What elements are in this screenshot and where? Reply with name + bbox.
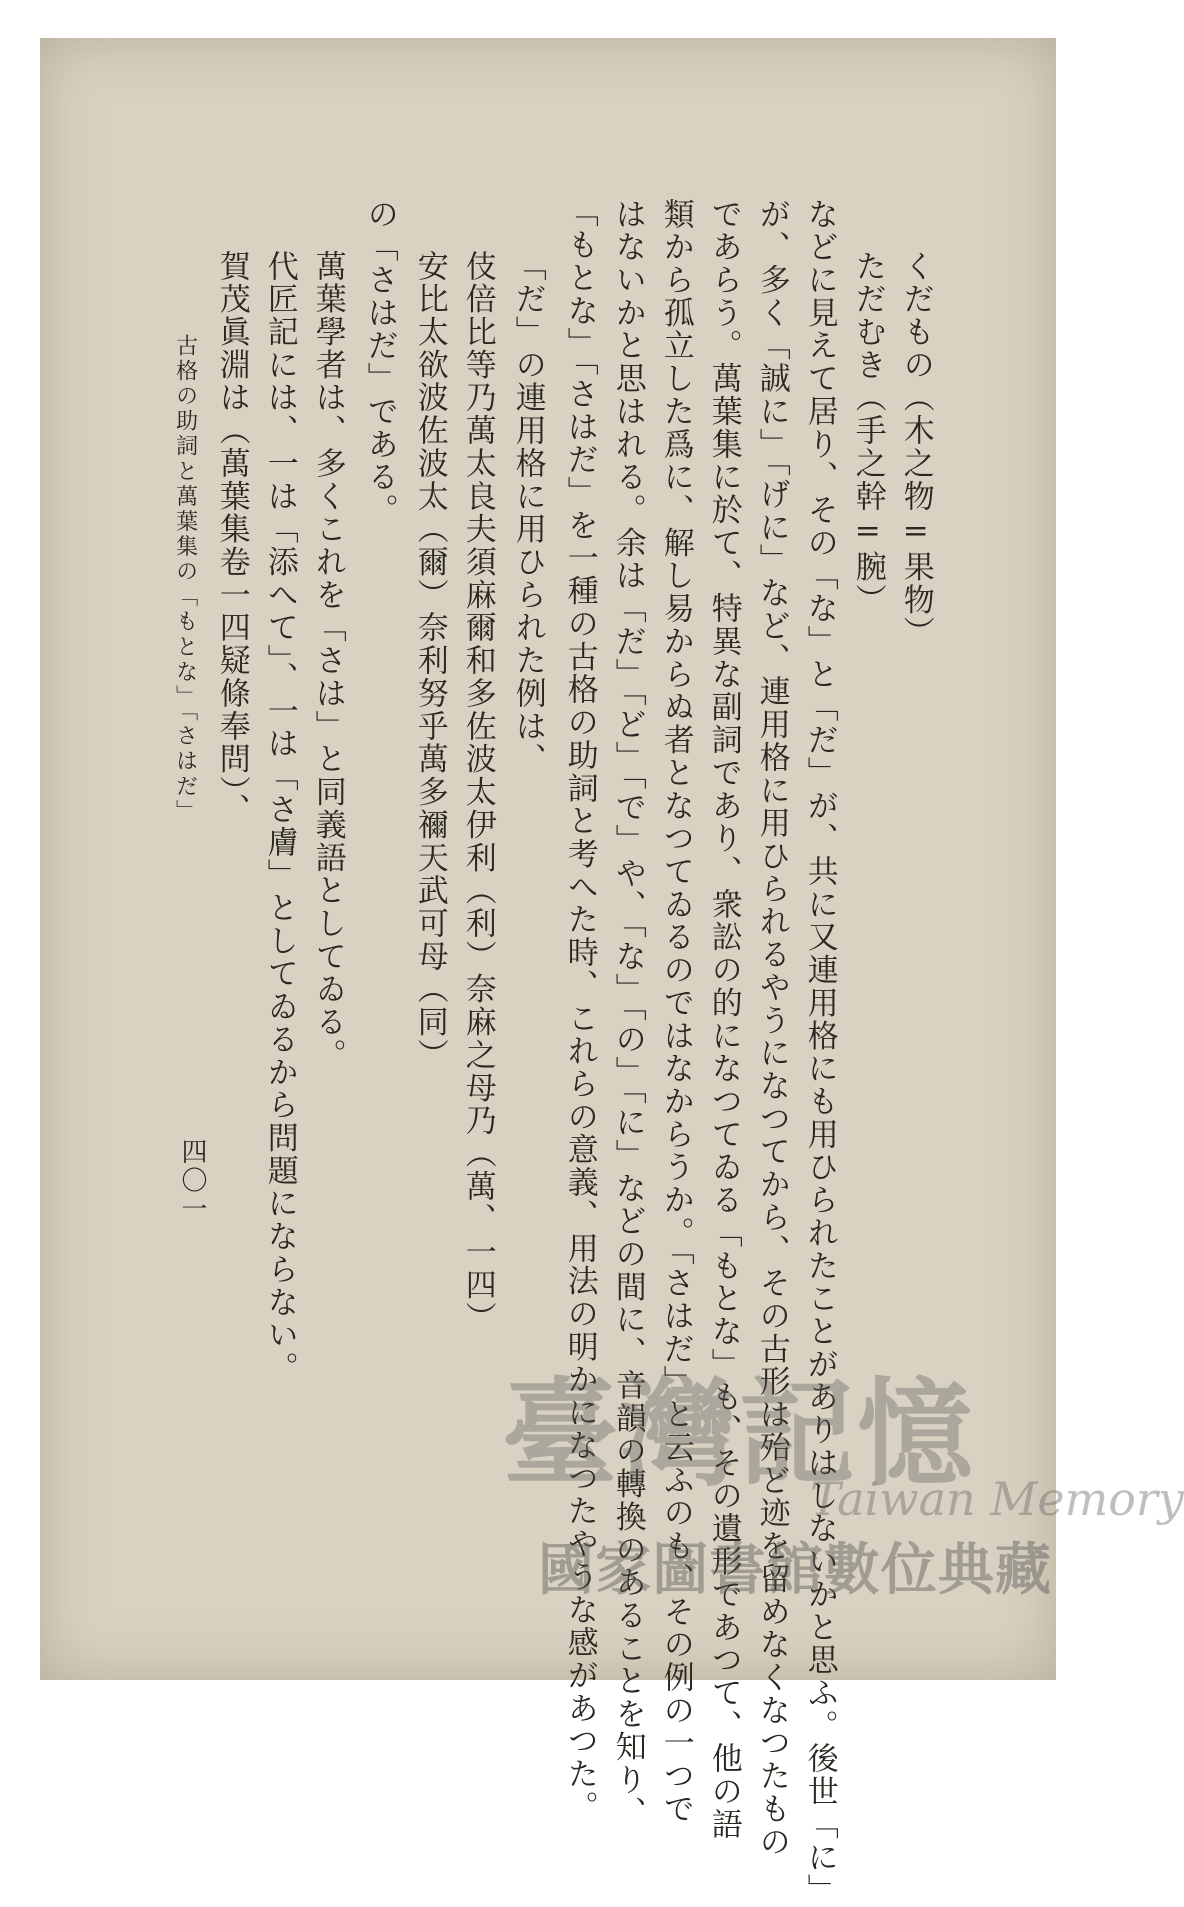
example-line-2: 安比太欲波佐波太（爾）奈利努乎萬多禰天武可母（同） <box>411 250 448 1072</box>
running-footer: 古格の助詞と萬葉集の「もとな」「さはだ」 <box>172 334 198 825</box>
watermark-logo: 臺灣記憶 <box>502 1367 976 1502</box>
text-column-6: 類から孤立した爲に、解し易からぬ者となつてゐるのではなからうか。「さはだ」と云ふのも、その例の一つで <box>657 198 694 1826</box>
text-column-5: であらう。萬葉集に於て、特異な副詞であり、衆訟の的になつてゐる「もとな」も、その遺形であつて、他の語 <box>705 198 742 1841</box>
text-column-12: 代匠記には、一は「添へて」、一は「さ膚」としてゐるから問題にならない。 <box>261 250 298 1385</box>
example-line-1: 伎倍比等乃萬太良夫須麻爾和多佐波太伊利（利）奈麻之母乃（萬、一四） <box>459 250 496 1335</box>
text-column-3: などに見えて居り、その「な」と「だ」が、共に又連用格にも用ひられたことがありはしないかと思ふ。後世「に」 <box>801 198 838 1907</box>
page-number: 四〇一 <box>177 1138 207 1224</box>
text-column-11: 萬葉學者は、多くこれを「さは」と同義語としてゐる。 <box>309 250 346 1072</box>
text-column-13: 賀茂眞淵は（萬葉集卷一四疑條奉問）、 <box>213 250 250 826</box>
watermark-english: Taiwan Memory <box>810 1472 1184 1526</box>
text-column-10: の「さはだ」である。 <box>361 198 398 527</box>
book-page <box>40 38 1184 1907</box>
text-column-9: 「だ」の連用格に用ひられた例は、 <box>509 250 546 776</box>
text-column-1: くだもの（木之物=果物） <box>897 250 934 650</box>
text-column-2: ただむき（手之幹=腕） <box>849 250 886 617</box>
watermark-org: 國家圖書館數位典藏 <box>538 1538 1053 1603</box>
text-column-7: はないかと思はれる。余は「だ」「ど」「で」や、「な」「の」「に」などの間に、音韻の轉換のあることを知り、 <box>609 198 646 1830</box>
text-column-8: 「もとな」「さはだ」を一種の古格の助詞と考へた時、これらの意義、用法の明かになつたやうな感があつた。 <box>561 196 598 1824</box>
text-column-4: が、多く「誠に」「げに」など、連用格に用ひられるやうになつてから、その古形は殆ど迹を留めなくなつたもの <box>753 198 790 1859</box>
